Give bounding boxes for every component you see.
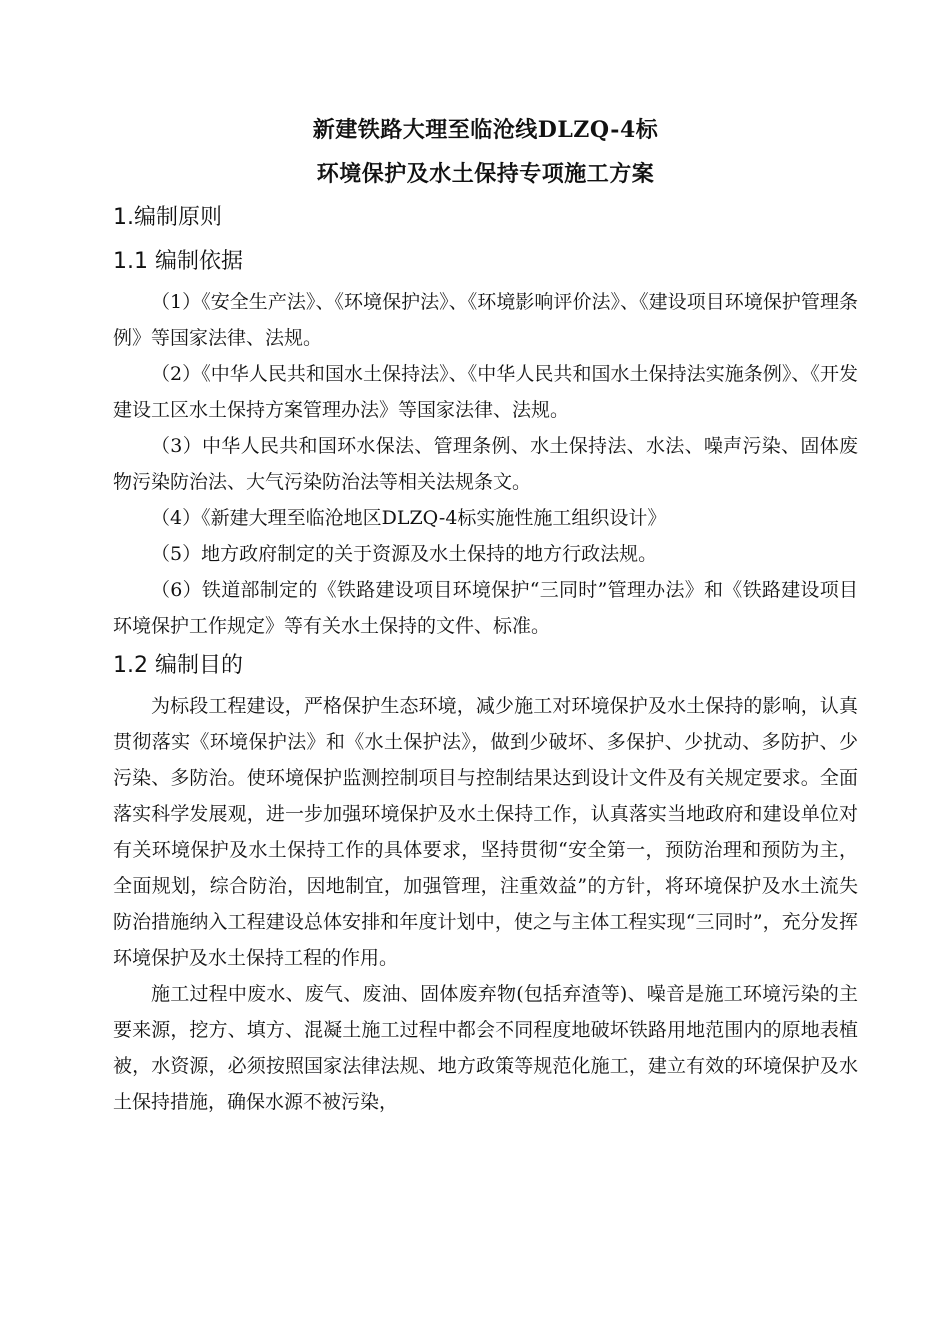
section-heading-1: 1.编制原则	[113, 205, 222, 230]
section-heading-1-1: 1.1 编制依据	[113, 249, 243, 274]
basis-list	[113, 284, 858, 644]
basis-item: （6）铁道部制定的《铁路建设项目环境保护“三同时”管理办法》和《铁路建设项目环境保护工作规定》等有关水土保持的文件、标准。	[113, 579, 858, 637]
basis-item: （3）中华人民共和国环水保法、管理条例、水土保持法、水法、噪声污染、固体废物污染防治法、大气污染防治法等相关法规条文。	[113, 435, 858, 493]
document-title-line2: 环境保护及水土保持专项施工方案	[316, 161, 655, 187]
purpose-paragraph: 为标段工程建设，严格保护生态环境，减少施工对环境保护及水土保持的影响，认真贯彻落实《环境保护法》和《水土保护法》，做到少破坏、多保护、少扰动、多防护、少污染、多防治。使环境保护监测控制项目与控制结果达到设计文件及有关规定要求。全面落实科学发展观，进一步加强环境保护及水土保持工作，认真落实当地政府和建设单位对有关环境保护及水土保持工作的具体要求，坚持贯彻“安全第一，预防治理和预防为主，全面规划，综合防治，因地制宜，加强管理，注重效益”的方针，将环境保护及水土流失防治措施纳入工程建设总体安排和年度计划中，使之与主体工程实现“三同时”，充分发挥环境保护及水土保持工程的作用。	[113, 695, 858, 969]
document-title-line1: 新建铁路大理至临沧线DLZQ-4标	[312, 117, 659, 143]
section-heading-1-2: 1.2 编制目的	[113, 653, 243, 678]
purpose-section	[113, 688, 858, 1120]
basis-item: （2）《中华人民共和国水土保持法》、《中华人民共和国水土保持法实施条例》、《开发建设工区水土保持方案管理办法》等国家法律、法规。	[113, 363, 858, 421]
document-body	[113, 110, 858, 1120]
basis-item: （1）《安全生产法》、《环境保护法》、《环境影响评价法》、《建设项目环境保护管理条例》等国家法律、法规。	[113, 291, 858, 349]
purpose-paragraph: 施工过程中废水、废气、废油、固体废弃物(包括弃渣等)、噪音是施工环境污染的主要来源，挖方、填方、混凝土施工过程中都会不同程度地破坏铁路用地范围内的原地表植被，水资源，必须按照国家法律法规、地方政策等规范化施工，建立有效的环境保护及水土保持措施，确保水源不被污染，	[113, 983, 858, 1113]
basis-item: （4）《新建大理至临沧地区DLZQ-4标实施性施工组织设计》	[151, 507, 667, 529]
basis-item: （5）地方政府制定的关于资源及水土保持的地方行政法规。	[151, 543, 658, 565]
